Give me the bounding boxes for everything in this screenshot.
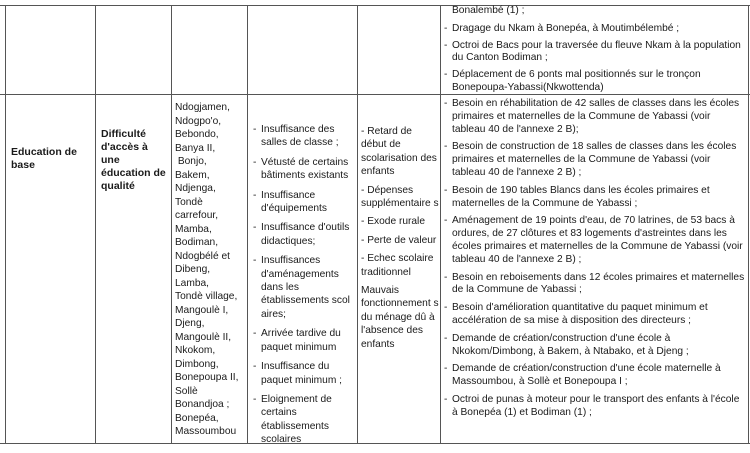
- village-name: Banya II,: [175, 142, 216, 154]
- causes-list: [252, 123, 356, 447]
- village-name: Mangoulè II,: [175, 331, 232, 343]
- village-name: Bonepéa,: [175, 412, 219, 424]
- village-name: Bonandjoa ;: [175, 399, 230, 410]
- villages-cell: [175, 101, 247, 439]
- cause-item: - Vétusté de certains bâtiments existants: [252, 156, 356, 183]
- village-name: Ndjenga,: [175, 183, 216, 194]
- village-name: Tondè: [175, 196, 203, 208]
- cause-item: - Arrivée tardive du paquet minimum: [252, 327, 356, 354]
- need-item: - Besoin de construction de 18 salles de classes dans les écoles primaires et maternelles de la Commune de Yabassi (voir tableau 40 de l'annexe 2 B) ;: [443, 141, 746, 179]
- cause-item: - Insuffisance d'outils didactiques;: [252, 221, 356, 248]
- village-name: Dibeng,: [175, 264, 211, 275]
- village-name: Djeng,: [175, 318, 205, 329]
- consequence-item: - Retard de début de scolarisation des enfants: [361, 126, 437, 178]
- top-row-needs-cell: [443, 5, 743, 99]
- col-divider-6: [748, 5, 749, 444]
- consequence-item: Mauvais fonctionnement s du ménage dû à l'absence des enfants: [361, 285, 439, 350]
- village-name: carrefour,: [175, 210, 219, 221]
- village-name: Bonjo,: [175, 156, 207, 167]
- sector-cell: Education de base: [11, 146, 77, 171]
- cause-item: - Insuffisance d'équipements: [252, 189, 356, 216]
- need-item: - Octroi de punas à moteur pour le transport des enfants à l'école à Bonepéa (1) et Bodiman (1) ;: [443, 394, 746, 420]
- village-name: Tondè village,: [175, 291, 238, 302]
- col-divider-0: [5, 5, 6, 444]
- main-row-needs-cell: [443, 98, 746, 425]
- needs-item: Bonalembé (1) ;: [452, 5, 525, 16]
- need-item: - Besoin d'amélioration quantitative du paquet minimum et accélération de sa mise à disposition des directeurs ;: [443, 302, 746, 328]
- need-item: - Demande de création/construction d'une école maternelle à Massoumbou, à Sollè et Bonepoupa I ;: [443, 363, 746, 389]
- cause-item: - Insuffisance des salles de classe ;: [252, 123, 356, 150]
- need-item: - Aménagement de 19 points d'eau, de 70 latrines, de 53 bacs à ordures, de 27 clôtures et 83 logements d'astreintes dans les écoles primaires et maternelles de la Commune de Yabassi (voir tableau 40 de l'annexe 2 B) ;: [443, 215, 746, 266]
- village-name: Massoumbou: [175, 426, 237, 437]
- col-divider-4: [357, 5, 358, 444]
- village-name: Nkokom,: [175, 345, 216, 356]
- needs-item: - Octroi de Bacs pour la traversée du fleuve Nkam à la population du Canton Bodiman ;: [443, 40, 743, 65]
- main-row-needs-list: [443, 98, 746, 420]
- consequences-list: [361, 125, 439, 351]
- village-name: Ndogbélé et: [175, 250, 230, 262]
- consequence-item: - Echec scolaire traditionnel: [361, 253, 434, 278]
- cause-item: - Insuffisance du paquet minimum ;: [252, 360, 356, 387]
- cause-item: - Insuffisances d'aménagements dans les établissements scol aires;: [252, 254, 356, 321]
- village-name: Bakem,: [175, 169, 210, 181]
- need-item: - Besoin de 190 tables Blancs dans les écoles primaires et maternelles de la Commune de Yabassi ;: [443, 185, 746, 211]
- col-divider-3: [247, 5, 248, 444]
- needs-item: - Dragage du Nkam à Bonepéa, à Moutimbélembé ;: [443, 23, 743, 36]
- top-row-needs-list: [443, 5, 743, 95]
- village-name: Mamba,: [175, 223, 212, 235]
- consequences-cell: [361, 125, 439, 356]
- village-name: Dimbong,: [175, 358, 219, 370]
- need-item: - Besoin en réhabilitation de 42 salles de classes dans les écoles primaires et maternelles de la Commune de Yabassi (voir tableau 40 de l'annexe 2 B);: [443, 98, 746, 136]
- village-name: Sollè: [175, 385, 198, 397]
- problem-cell: Difficulté d'accès à une éducation de qualité: [101, 128, 166, 192]
- village-name: Bebondo,: [175, 129, 219, 140]
- col-divider-1: [95, 5, 96, 444]
- causes-cell: [252, 123, 356, 453]
- col-divider-2: [171, 5, 172, 444]
- consequence-item: - Perte de valeur: [361, 234, 437, 246]
- village-name: Bodiman,: [175, 237, 219, 248]
- village-name: Ndogjamen,: [175, 102, 230, 113]
- col-divider-5: [440, 5, 441, 444]
- village-name: Lamba,: [175, 277, 209, 289]
- need-item: - Besoin en reboisements dans 12 écoles primaires et maternelles de la Commune de Yabassi ;: [443, 272, 746, 298]
- villages-list: [175, 101, 247, 439]
- table-bottom-border: [0, 443, 750, 444]
- village-name: Bonepoupa II,: [175, 372, 239, 383]
- consequence-item: - Exode rurale: [361, 216, 425, 228]
- consequence-item: - Dépenses supplémentaire s: [361, 184, 439, 210]
- cause-item: - Eloignement de certains établissements scolaires: [252, 393, 356, 447]
- needs-item: - Déplacement de 6 ponts mal positionnés sur le tronçon Bonepoupa-Yabassi(Nkwottenda): [443, 69, 743, 94]
- village-name: Mangoulè I,: [175, 304, 229, 316]
- village-name: Ndogpo'o,: [175, 115, 222, 127]
- need-item: - Demande de création/construction d'une école à Nkokom/Dimbong, à Bakem, à Ntabako, et à Djeng ;: [443, 333, 746, 359]
